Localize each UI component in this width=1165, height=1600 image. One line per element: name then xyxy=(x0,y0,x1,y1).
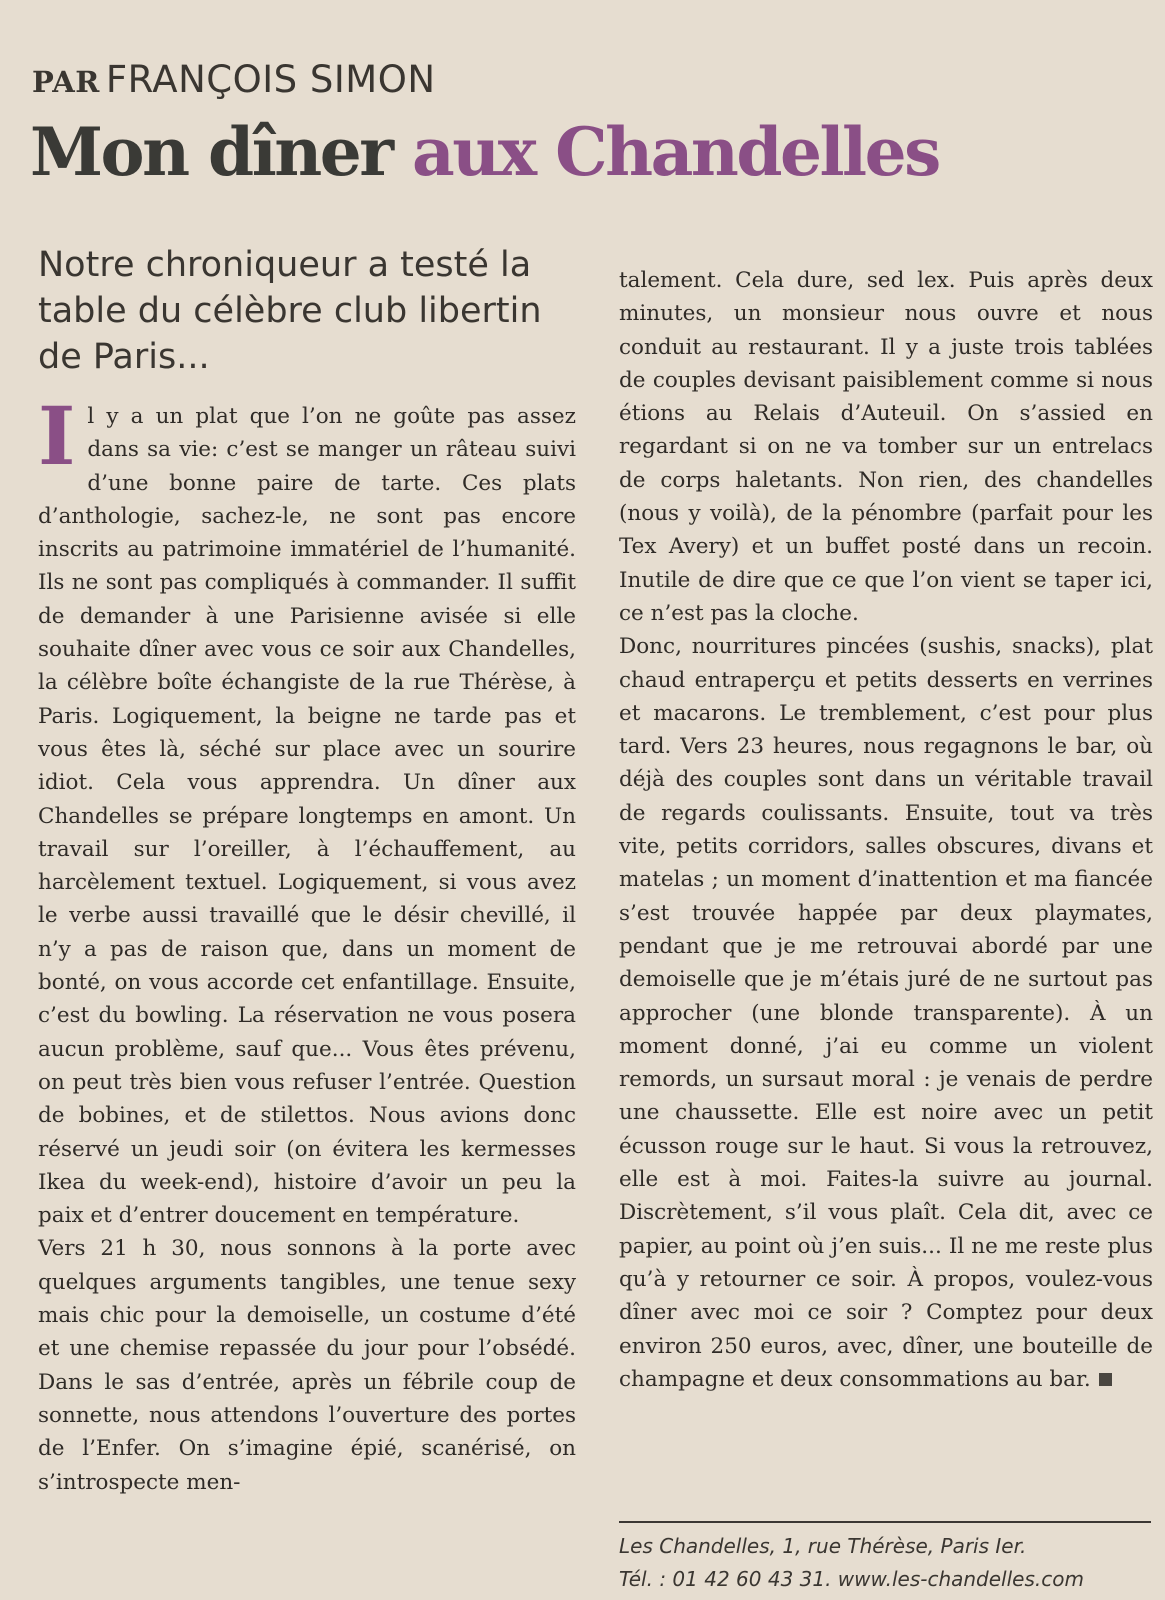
venue-info xyxy=(619,1530,1151,1596)
byline-author: FRANÇOIS SIMON xyxy=(105,58,436,101)
article-paragraph-2: Vers 21 h 30, nous sonnons à la porte avec quelques arguments tangibles, une tenue sexy mais chic pour la demoiselle, un costume d’été et une chemise repassée du jour pour l’obsédé. Dans le sas d’entrée, après un fébrile coup de sonnette, nous attendons l’ouverture des portes de l’Enfer. On s’imagine épié, scanérisé, on s’introspecte men- xyxy=(38,1236,576,1495)
article-column-right xyxy=(619,264,1153,1396)
end-of-article-mark xyxy=(1099,1373,1112,1386)
byline xyxy=(32,58,436,101)
info-divider xyxy=(619,1521,1151,1523)
article-paragraph-1 xyxy=(38,389,576,1232)
headline-part2: aux Chandelles xyxy=(412,113,939,191)
article-deck: Notre chroniqueur a testé la table du célèbre club libertin de Paris... xyxy=(38,245,542,377)
article-paragraph-3: talement. Cela dure, sed lex. Puis après deux minutes, un monsieur nous ouvre et nous conduit au restaurant. Il y a juste trois tablées de couples devisant paisiblement comme si nous étions au Relais d’Auteuil. On s’assied en regardant si on ne va tomber sur un entrelacs de corps haletants. Non rien, des chandelles (nous y voilà), de la pénombre (parfait pour les Tex Avery) et un buffet posté dans un recoin. Inutile de dire que ce que l’on vient se taper ici, ce n’est pas la cloche. xyxy=(619,268,1153,626)
headline-part1: Mon dîner xyxy=(30,113,392,191)
paragraph-4-text: Donc, nourritures pincées (sushis, snacks), plat chaud entraperçu et petits desserts en verrines et macarons. Le tremblement, c’est pour plus tard. Vers 23 heures, nous regagnons le bar, où déjà des couples sont dans un véritable travail de regards coulissants. Ensuite, tout va très vite, petits corridors, salles obscures, divans et matelas ; un moment d’inattention et ma fiancée s’est trouvée happée par deux playmates, pendant que je me retrouvai abordé par une demoiselle que je m’étais juré de ne surtout pas approcher (une blonde transparente). À un moment donné, j’ai eu comme un violent remords, un sursaut moral : je venais de perdre une chaussette. Elle est noire avec un petit écusson rouge sur le haut. Si vous la retrouvez, elle est à moi. Faites-la suivre au journal. Discrètement, s’il vous plaît. Cela dit, avec ce papier, au point où j’en suis... Il ne me reste plus qu’à y retourner ce soir. À propos, voulez-vous dîner avec moi ce soir ? Comptez pour deux environ 250 euros, avec, dîner, une bouteille de champagne et deux consommations au bar. xyxy=(619,634,1153,1392)
venue-contact: Tél. : 01 42 60 43 31. www.les-chandelles.com xyxy=(619,1567,1084,1591)
article-paragraph-4 xyxy=(619,630,1153,1396)
article-column-left xyxy=(38,389,576,1499)
paragraph-1-text: l y a un plat que l’on ne goûte pas assez dans sa vie: c’est se manger un râteau suivi d’une bonne paire de tarte. Ces plats d’anthologie, sachez-le, ne sont pas encore inscrits au patrimoine immatériel de l’humanité. Ils ne sont pas compliqués à commander. Il suffit de demander à une Parisienne avisée si elle souhaite dîner avec vous ce soir aux Chandelles, la célèbre boîte échangiste de la rue Thérèse, à Paris. Logiquement, la beigne ne tarde pas et vous êtes là, séché sur place avec un sourire idiot. Cela vous apprendra. Un dîner aux Chandelles se prépare longtemps en amont. Un travail sur l’oreiller, à l’échauffement, au harcèlement textuel. Logiquement, si vous avez le verbe aussi travaillé que le désir chevillé, il n’y a pas de raison que, dans un moment de bonté, on vous accorde cet enfantillage. Ensuite, c’est du bowling. La réservation ne vous posera aucun problème, sauf que... Vous êtes prévenu, on peut très bien vous refuser l’entrée. Question de bobines, et de stilettos. Nous avions donc réservé un jeudi soir (on évitera les kermesses Ikea du week-end), histoire d’avoir un peu la paix et d’entrer doucement en température. xyxy=(38,404,576,1229)
drop-cap: I xyxy=(38,389,76,483)
headline xyxy=(30,112,939,192)
byline-prefix: PAR xyxy=(32,65,100,99)
venue-address: Les Chandelles, 1, rue Thérèse, Paris Ier. xyxy=(619,1534,1027,1558)
